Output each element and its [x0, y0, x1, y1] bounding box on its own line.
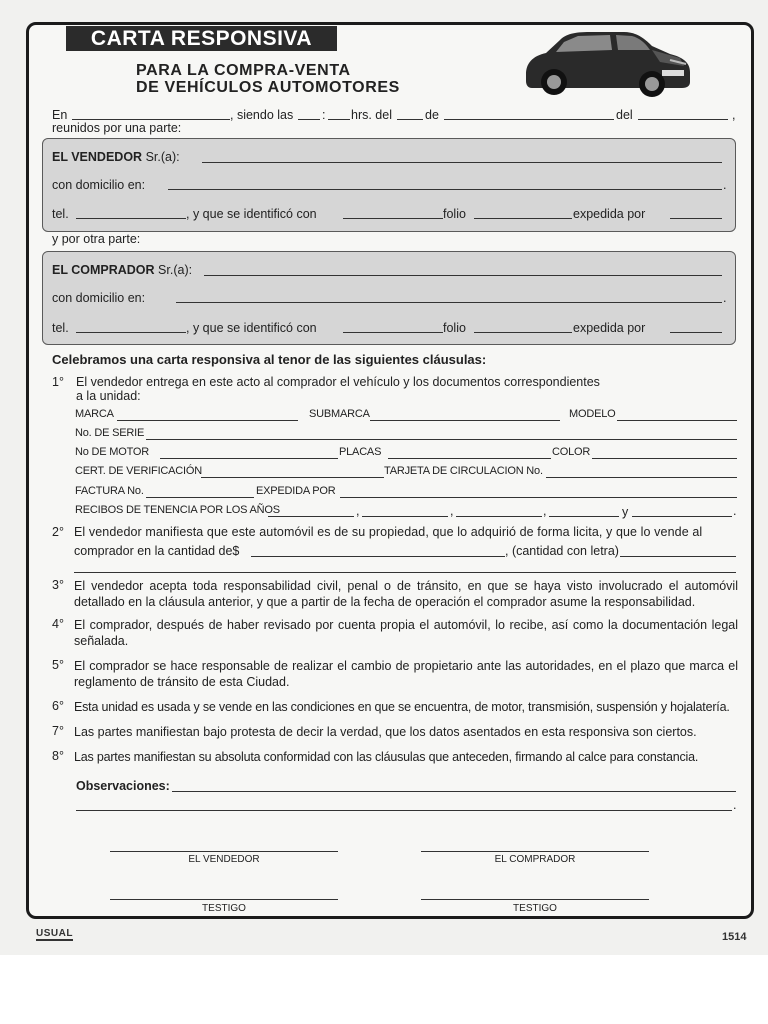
firma-vendedor-label: EL VENDEDOR	[188, 854, 260, 865]
clause-8-text: Las partes manifiestan su absoluta conformidad con las cláusulas que anteceden, firmando al calce para constancia.	[74, 750, 699, 764]
comprador-expedida-label: expedida por	[573, 321, 646, 335]
brand-logo: USUAL	[36, 928, 73, 939]
cantidad-letra-field-cont[interactable]	[74, 572, 736, 573]
comprador-tel-label: tel.	[52, 321, 69, 335]
tarjeta-circulacion-field[interactable]	[546, 477, 737, 478]
clause-6-text: Esta unidad es usada y se vende en las condiciones en que se encuentra, de motor, transmisión, suspensión y hojalatería.	[74, 700, 730, 714]
observaciones-label: Observaciones:	[76, 779, 170, 793]
marca-field[interactable]	[117, 420, 298, 421]
intro-de-label: de	[425, 108, 439, 122]
firma-comprador-line[interactable]	[421, 851, 649, 852]
vendedor-tel-field[interactable]	[76, 218, 186, 219]
cert-verificacion-label: CERT. DE VERIFICACIÓN	[75, 465, 203, 477]
dia-field[interactable]	[397, 119, 423, 120]
clause-4-text: El comprador, después de haber revisado por cuenta propia el automóvil, lo recibe, así como la documentación legal señalada.	[74, 618, 738, 648]
motor-field[interactable]	[160, 458, 338, 459]
modelo-label: MODELO	[569, 408, 616, 420]
vendedor-tel-label: tel.	[52, 207, 69, 221]
clause-3-number: 3°	[52, 578, 64, 592]
car-illustration	[520, 26, 696, 102]
intro-en-label: En	[52, 108, 68, 122]
cantidad-numero-field[interactable]	[251, 556, 505, 557]
firma-vendedor-line[interactable]	[110, 851, 338, 852]
tenencia-sep-3: ,	[543, 504, 547, 518]
firma-testigo-2-label: TESTIGO	[513, 903, 557, 914]
vendedor-domicilio-dot: .	[723, 178, 727, 192]
vendedor-nombre-field[interactable]	[202, 162, 722, 163]
recibos-tenencia-label: RECIBOS DE TENENCIA POR LOS AÑOS	[75, 504, 280, 516]
clause-5-number: 5°	[52, 658, 64, 672]
intro-siendo-label: , siendo las	[230, 108, 294, 122]
comprador-identificacion-field[interactable]	[343, 332, 443, 333]
form-subtitle-line-2: DE VEHÍCULOS AUTOMOTORES	[136, 79, 400, 96]
tenencia-dot: .	[733, 504, 737, 518]
firma-comprador-label: EL COMPRADOR	[494, 854, 576, 865]
color-field[interactable]	[592, 458, 737, 459]
comprador-sra-label: Sr.(a):	[158, 263, 193, 277]
motor-label: No DE MOTOR	[75, 446, 149, 458]
vendedor-expedida-label: expedida por	[573, 207, 646, 221]
placas-label: PLACAS	[339, 446, 382, 458]
vendedor-sra-label: Sr.(a):	[145, 150, 180, 164]
clause-7-text: Las partes manifiestan bajo protesta de decir la verdad, que los datos asentados en esta responsiva son ciertos.	[74, 725, 697, 739]
clauses-heading: Celebramos una carta responsiva al tenor de las siguientes cláusulas:	[52, 352, 487, 367]
hora-field[interactable]	[298, 119, 320, 120]
anio-field[interactable]	[638, 119, 728, 120]
lugar-field[interactable]	[72, 119, 230, 120]
comprador-identifico-label: , y que se identificó con	[186, 321, 317, 335]
tenencia-sep-2: ,	[450, 504, 454, 518]
vendedor-folio-field[interactable]	[474, 218, 572, 219]
placas-field[interactable]	[388, 458, 551, 459]
clause-1-number: 1°	[52, 375, 64, 389]
clause-8-number: 8°	[52, 749, 64, 763]
minutos-field[interactable]	[328, 119, 350, 120]
intro-comma: ,	[732, 108, 736, 122]
comprador-folio-field[interactable]	[474, 332, 572, 333]
clause-2-letra-label: , (cantidad con letra)	[505, 544, 619, 558]
tenencia-anio-5-field[interactable]	[632, 516, 732, 517]
comprador-label: EL COMPRADOR	[52, 263, 155, 277]
mes-field[interactable]	[444, 119, 614, 120]
comprador-domicilio-label: con domicilio en:	[52, 291, 146, 305]
intro-del-label: del	[616, 108, 633, 122]
tenencia-anio-3-field[interactable]	[456, 516, 542, 517]
clause-5-text: El comprador se hace responsable de realizar el cambio de propietario ante las autoridades, en el plazo que marca el reglamento de tránsito de esta Ciudad.	[74, 659, 738, 689]
observaciones-dot: .	[733, 798, 737, 812]
tenencia-anio-1-field[interactable]	[268, 516, 354, 517]
form-code: 1514	[722, 931, 747, 943]
comprador-nombre-field[interactable]	[204, 275, 722, 276]
tenencia-anio-4-field[interactable]	[549, 516, 619, 517]
submarca-field[interactable]	[370, 420, 560, 421]
serie-field[interactable]	[146, 439, 737, 440]
comprador-tel-field[interactable]	[76, 332, 186, 333]
clause-6-number: 6°	[52, 699, 64, 713]
expedida-por-label: EXPEDIDA POR	[256, 485, 336, 497]
vendedor-domicilio-label: con domicilio en:	[52, 178, 146, 192]
vendedor-domicilio-field[interactable]	[168, 189, 722, 190]
form-subtitle-line-1: PARA LA COMPRA-VENTA	[136, 62, 351, 79]
clause-4-number: 4°	[52, 617, 64, 631]
otra-parte-label: y por otra parte:	[52, 232, 141, 246]
clause-1-text: El vendedor entrega en este acto al comprador el vehículo y los documentos correspondientes	[76, 375, 600, 389]
marca-label: MARCA	[75, 408, 114, 420]
color-label: COLOR	[552, 446, 591, 458]
firma-testigo-2-line[interactable]	[421, 899, 649, 900]
modelo-field[interactable]	[617, 420, 737, 421]
firma-testigo-1-line[interactable]	[110, 899, 338, 900]
tenencia-sep-1: ,	[356, 504, 360, 518]
comprador-domicilio-dot: .	[723, 291, 727, 305]
serie-label: No. DE SERIE	[75, 427, 145, 439]
intro-reunidos: reunidos por una parte:	[52, 121, 182, 135]
comprador-expedida-field[interactable]	[670, 332, 722, 333]
clause-3-text: El vendedor acepta toda responsabilidad civil, penal o de tránsito, en que se haya visto involucrado el automóvil detallado en la cláusula anterior, y que a partir de la fecha de operación el comprador asume la responsabilidad.	[74, 579, 738, 609]
factura-label: FACTURA No.	[75, 485, 144, 497]
clause-2-text: El vendedor manifiesta que este automóvil es de su propiedad, que lo adquirió de forma licita, y que lo vende al	[74, 525, 703, 539]
clause-7-number: 7°	[52, 724, 64, 738]
factura-field[interactable]	[146, 497, 254, 498]
clause-1-text-cont: a la unidad:	[76, 389, 141, 403]
factura-expedida-field[interactable]	[340, 497, 737, 498]
vendedor-label: EL VENDEDOR	[52, 150, 143, 164]
intro-hrs-label: hrs. del	[351, 108, 392, 122]
comprador-folio-label: folio	[443, 321, 466, 335]
cert-verificacion-field[interactable]	[201, 477, 384, 478]
observaciones-field-cont[interactable]	[76, 810, 732, 811]
firma-testigo-1-label: TESTIGO	[202, 903, 246, 914]
vendedor-folio-label: folio	[443, 207, 466, 221]
comprador-domicilio-field[interactable]	[176, 302, 722, 303]
tenencia-anio-2-field[interactable]	[362, 516, 448, 517]
tarjeta-circulacion-label: TARJETA DE CIRCULACION No.	[384, 465, 543, 477]
clause-2-number: 2°	[52, 525, 64, 539]
vendedor-identifico-label: , y que se identificó con	[186, 207, 317, 221]
intro-colon: :	[322, 108, 326, 122]
submarca-label: SUBMARCA	[309, 408, 370, 420]
observaciones-field[interactable]	[172, 791, 736, 792]
vendedor-expedida-field[interactable]	[670, 218, 722, 219]
clause-2-cantidad-label: comprador en la cantidad de$	[74, 544, 240, 558]
vendedor-identificacion-field[interactable]	[343, 218, 443, 219]
cantidad-letra-field[interactable]	[620, 556, 736, 557]
form-title: CARTA RESPONSIVA	[66, 26, 337, 51]
tenencia-y: y	[622, 505, 629, 519]
